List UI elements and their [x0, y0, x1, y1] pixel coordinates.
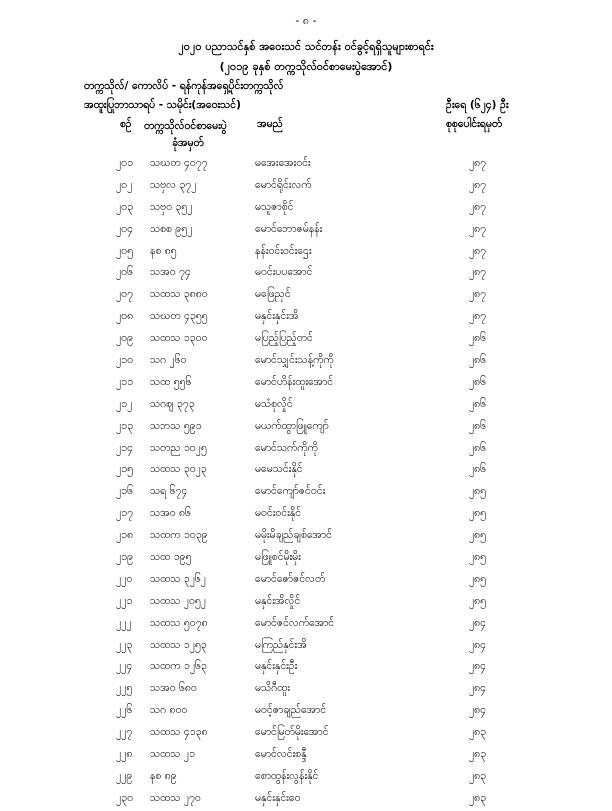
- header-roll-line2: ခုံအမှတ်: [172, 137, 204, 149]
- roll-number: သထ ၅၅၆: [150, 375, 192, 388]
- roll-number: သဂ ၂၆၀: [150, 354, 187, 367]
- row-number: ၂၁၈: [116, 529, 134, 542]
- roll-number: သထသ ၂၀၅၂: [150, 594, 206, 607]
- student-name: မောင်ဘောဇမ်နန်း: [255, 222, 323, 235]
- table-row: [0, 767, 612, 789]
- major-subject-label: အထူးပြုဘာသာရပ် - သမိုင်း(အဝေးသင်): [84, 99, 241, 111]
- total-score: ၂၈၄: [469, 638, 487, 651]
- total-score: ၂၈၇: [469, 244, 487, 257]
- total-score: ၂၈၆: [469, 354, 487, 367]
- table-row: [0, 526, 612, 548]
- roll-number: သထသ ၅၀၇၈: [150, 616, 208, 629]
- total-score: ၂၈၅: [469, 594, 487, 607]
- total-score: ၂၈၃: [469, 791, 487, 804]
- row-number: ၂၁၄: [116, 441, 133, 454]
- student-name: မကြည်နှင်းအိ: [255, 638, 307, 651]
- page-number: - ၈ -: [295, 14, 317, 27]
- table-row: [0, 373, 612, 395]
- table-row: [0, 417, 612, 439]
- total-score: ၂၈၅: [469, 507, 487, 520]
- student-name: မောင်မြတ်မိုးအောင်: [255, 726, 329, 739]
- header-roll-line1: တက္ကသိုလ်ဝင်စာမေးပွဲ: [144, 120, 227, 132]
- row-number: ၂၀၇: [116, 288, 133, 301]
- roll-number: သဘသ ၅၉၁: [150, 419, 202, 432]
- roll-number: သထသ ၃၀၂၃: [150, 463, 207, 476]
- roll-number: သအဝ ၈၆: [150, 507, 191, 520]
- total-score: ၂၈၅: [469, 551, 487, 564]
- roll-number: သထသ ၃၂၆၂: [150, 572, 206, 585]
- row-number: ၂၀၄: [116, 222, 133, 235]
- table-row: [0, 570, 612, 592]
- roll-number: သတည ၁၀၂၅: [150, 441, 207, 454]
- student-name: မဝင်းပပအောင်: [255, 266, 313, 279]
- roll-number: သထသ ၁၃၀၀: [150, 332, 208, 345]
- roll-number: သထသ ၁၂၅၃: [150, 638, 207, 651]
- table-row: [0, 263, 612, 285]
- total-count-label: ဦးရေ (၆၂၄) ဦး: [446, 99, 509, 111]
- table-row: [0, 242, 612, 264]
- student-name: မောင်ဇော်ဇင်လတ်: [255, 572, 326, 585]
- roll-number: သထသ ၃၈၈၀: [150, 288, 208, 301]
- table-row: [0, 636, 612, 658]
- row-number: ၂၁၃: [116, 419, 133, 432]
- table-row: [0, 548, 612, 570]
- total-score: ၂၈၄: [469, 660, 487, 673]
- student-name: မောင်သက်ကိုကို: [255, 441, 318, 454]
- roll-number: နစ ၈၉: [150, 769, 177, 782]
- row-number: ၂၁၉: [116, 551, 133, 564]
- row-number: ၂၀၂: [116, 178, 133, 191]
- student-name: မသံစုလှိုင်: [255, 397, 293, 410]
- row-number: ၂၂၅: [116, 682, 133, 695]
- total-score: ၂၈၆: [469, 441, 487, 454]
- table-row: [0, 482, 612, 504]
- roll-number: သထသ ၂၇၀: [150, 791, 201, 804]
- roll-number: သရ ၆၇၄: [150, 485, 188, 498]
- roll-number: သစစ ၉၅၂: [150, 222, 193, 235]
- total-score: ၂၈၄: [469, 682, 487, 695]
- roll-number: နစ ၈၅: [150, 244, 177, 257]
- row-number: ၂၀၁: [116, 157, 133, 169]
- student-name: မဖြေညှင်: [255, 288, 291, 301]
- results-table: [0, 154, 612, 811]
- table-row: [0, 285, 612, 307]
- row-number: ၂၂၃: [116, 638, 133, 651]
- table-row: [0, 329, 612, 351]
- roll-number: သထသ ၂၁: [150, 748, 195, 761]
- row-number: ၂၂၂: [116, 616, 132, 629]
- roll-number: သဗှလ ၃၇၂: [150, 178, 197, 191]
- row-number: ၂၀၃: [116, 200, 133, 213]
- table-row: [0, 439, 612, 461]
- roll-number: သအဝ ၆၈၀: [150, 682, 197, 695]
- table-row: [0, 614, 612, 636]
- student-name: စောထွန်းလွန်းနိုင်: [255, 769, 319, 782]
- row-number: ၂၁၂: [116, 397, 133, 410]
- roll-number: သထက ၁၀၃၉: [150, 529, 208, 542]
- table-row: [0, 154, 612, 176]
- student-name: နန်းဝင်းဝင်းဌေး: [255, 244, 312, 257]
- row-number: ၂၂၉: [116, 769, 133, 782]
- row-number: ၂၂၇: [116, 726, 133, 739]
- table-row: [0, 723, 612, 745]
- row-number: ၂၂၄: [116, 660, 133, 673]
- table-row: [0, 592, 612, 614]
- header-name: အမည်: [257, 118, 283, 130]
- table-row: [0, 789, 612, 811]
- row-number: ၂၂၀: [116, 572, 133, 585]
- total-score: ၂၈၅: [469, 529, 487, 542]
- roll-number: သထက ၁၂၆၃: [150, 660, 207, 673]
- total-score: ၂၈၇: [469, 157, 487, 169]
- student-name: မယက်ထွာဖြူကျော်: [255, 419, 329, 432]
- total-score: ၂၈၅: [469, 572, 487, 585]
- total-score: ၂၈၇: [469, 266, 487, 279]
- document-subtitle: (၂၀၁၉ ခုနှစ် တက္ကသိုလ်ဝင်စာမေးပွဲအောင်): [219, 60, 393, 73]
- table-row: [0, 504, 612, 526]
- table-row: [0, 701, 612, 723]
- row-number: ၂၀၅: [116, 244, 133, 257]
- row-number: ၂၂၈: [116, 748, 133, 761]
- row-number: ၂၀၉: [116, 332, 133, 345]
- student-name: မောင်ကျော်ဇင်ဝင်း: [255, 485, 326, 498]
- roll-number: သထ ၁၉၅: [150, 551, 192, 564]
- row-number: ၂၁၁: [116, 375, 133, 388]
- table-row: [0, 307, 612, 329]
- roll-number: သဃတ ၄၀၇၇: [150, 157, 208, 169]
- header-roll-number: [144, 118, 227, 152]
- student-name: မနှင်းနှင်းဦး: [255, 660, 298, 673]
- total-score: ၂၈၆: [469, 419, 487, 432]
- table-row: [0, 176, 612, 198]
- student-name: မောင်သျှင်းသန့်ကိုကို: [255, 354, 334, 367]
- total-score: ၂၈၄: [469, 704, 487, 717]
- roll-number: သထသ ၄၁၃၈: [150, 726, 208, 739]
- total-score: ၂၈၆: [469, 332, 487, 345]
- row-number: ၂၀၈: [116, 310, 134, 323]
- row-number: ၂၁၆: [116, 485, 133, 498]
- total-score: ၂၈၆: [469, 397, 487, 410]
- table-row: [0, 679, 612, 701]
- roll-number: သဂဈ ၃၇၃: [150, 397, 195, 410]
- student-name: မောင်လင်းစန္ဒီ: [255, 748, 307, 761]
- university-label: တက္ကသိုလ်/ ကောလိပ် - ရန်ကုန်အရှေ့ပိုင်းတက္ကသိုလ်: [84, 80, 284, 92]
- table-row: [0, 351, 612, 373]
- student-name: မဝင့်ဇာချည်အောင်: [255, 704, 327, 717]
- student-name: မနှင်းအိလှိုင်: [255, 594, 301, 607]
- row-number: ၂၂၁: [116, 594, 133, 607]
- roll-number: သအဝ ၇၄: [150, 266, 191, 279]
- table-row: [0, 460, 612, 482]
- row-number: ၂၁၇: [116, 507, 133, 520]
- total-score: ၂၈၇: [469, 310, 487, 323]
- total-score: ၂၈၇: [469, 222, 487, 235]
- total-score: ၂၈၃: [469, 748, 487, 761]
- student-name: မောင်ရိုင်းလက်: [255, 178, 312, 191]
- student-name: မဖြူစင်မိုးမိုး: [255, 551, 301, 564]
- total-score: ၂၈၆: [469, 463, 487, 476]
- student-name: မနှင်းနှင်းအိ: [255, 310, 299, 323]
- student-name: မောင်ဇင်လက်အောင်: [255, 616, 335, 629]
- student-name: မသိဂီထူး: [255, 682, 290, 695]
- student-name: မအေးအေးဝင်း: [255, 157, 311, 169]
- total-score: ၂၈၇: [469, 200, 487, 213]
- student-name: မပြည့်ပြည့်တင်: [255, 332, 313, 345]
- student-name: မမေသင်းနိုင်: [255, 463, 303, 476]
- header-no: စဉ်: [120, 118, 132, 130]
- total-score: ၂၈၃: [469, 726, 487, 739]
- roll-number: သဂ ၈၀၀: [150, 704, 188, 717]
- student-name: မနှင်းနှင်းဝေ: [255, 791, 301, 804]
- row-number: ၂၁၅: [116, 463, 133, 476]
- row-number: ၂၃၀: [116, 791, 133, 804]
- total-score: ၂၈၇: [469, 288, 487, 301]
- table-row: [0, 395, 612, 417]
- table-row: [0, 220, 612, 242]
- total-score: ၂၈၇: [469, 178, 487, 191]
- student-name: မသူဇာစိုင်: [255, 200, 294, 213]
- roll-number: သဗှဝ ၃၅၂: [150, 200, 193, 213]
- total-score: ၂၈၃: [469, 769, 487, 782]
- row-number: ၂၀၆: [116, 266, 133, 279]
- document-title: ၂၀၂၀ ပညာသင်နှစ် အဝေးသင် သင်တန်း ဝင်ခွင့်ရရှိသူများစာရင်း: [178, 40, 434, 53]
- student-name: မမိုးမိချည်ချစ်အောင်: [255, 529, 332, 542]
- roll-number: သဃတ ၄၃၅၅: [150, 310, 208, 323]
- row-number: ၂၁၀: [116, 354, 133, 367]
- table-row: [0, 745, 612, 767]
- table-row: [0, 657, 612, 679]
- table-header: [0, 118, 612, 154]
- row-number: ၂၂၆: [116, 704, 133, 717]
- total-score: ၂၈၅: [469, 485, 487, 498]
- total-score: ၂၈၄: [469, 616, 487, 629]
- student-name: မဝင်းဝင်းနိုင်: [255, 507, 302, 520]
- header-score: စုစုပေါင်းရမှတ်: [446, 118, 503, 130]
- student-name: မောင်ဟိန်းထူးအောင်: [255, 375, 334, 388]
- table-row: [0, 198, 612, 220]
- total-score: ၂၈၆: [469, 375, 487, 388]
